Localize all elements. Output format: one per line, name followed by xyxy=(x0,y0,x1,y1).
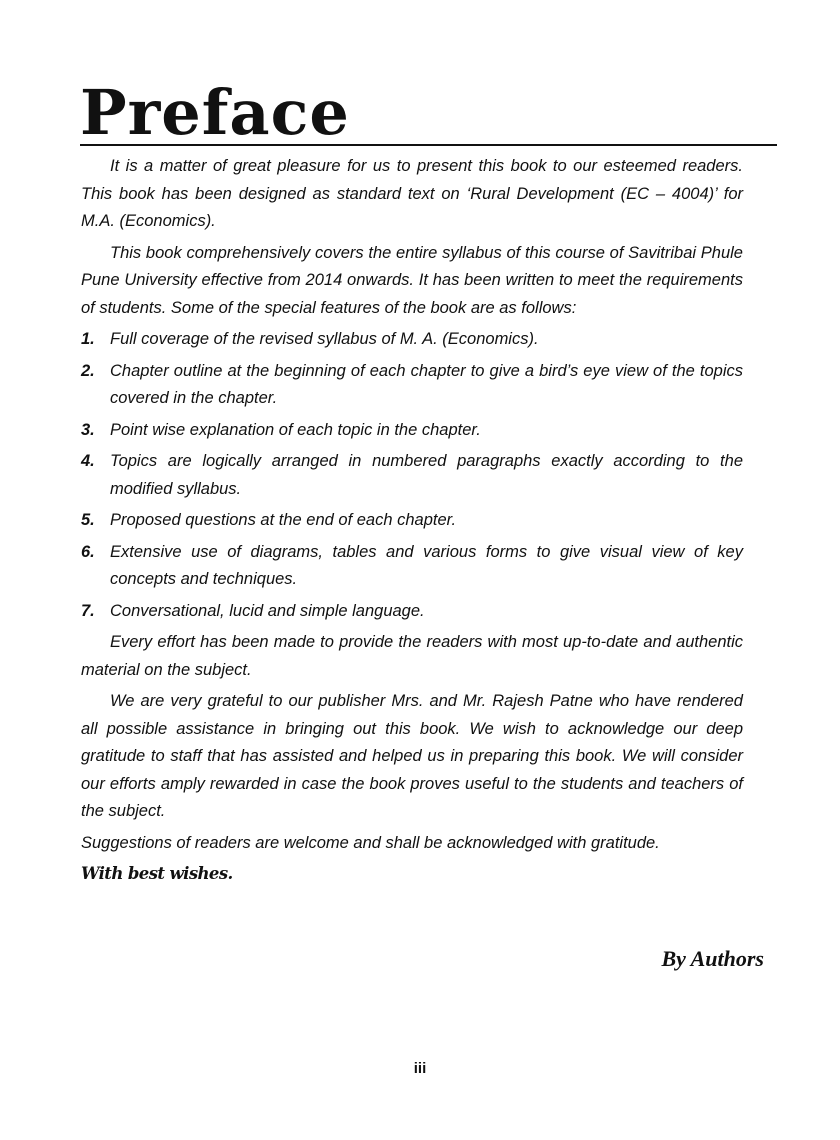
list-number: 6. xyxy=(81,542,95,561)
intro-paragraph: This book comprehensively covers the entire syllabus of this course of Savitribai Phule Pune University effective from 2014 onwards. It has been written to meet the requirements of students. Some of the special features of the book are as follows: xyxy=(81,243,743,317)
list-item xyxy=(81,326,743,354)
list-item xyxy=(81,507,743,535)
list-item-text: Chapter outline at the beginning of each chapter to give a bird’s eye view of the topics covered in the chapter. xyxy=(110,361,743,407)
outro-paragraph: Every effort has been made to provide the readers with most up-to-date and authentic material on the subject. xyxy=(81,633,743,679)
list-item-text: Full coverage of the revised syllabus of M. A. (Economics). xyxy=(110,330,539,348)
list-item-text: Conversational, lucid and simple language. xyxy=(110,601,425,620)
list-number: 4. xyxy=(81,452,95,470)
list-number: 3. xyxy=(81,420,95,439)
list-item-text: Point wise explanation of each topic in the chapter. xyxy=(110,420,481,439)
list-item xyxy=(81,448,743,503)
list-number: 2. xyxy=(81,361,95,380)
suggestions-line: Suggestions of readers are welcome and shall be acknowledged with gratitude. xyxy=(81,833,660,852)
list-item xyxy=(81,358,743,413)
title-underline xyxy=(80,144,777,146)
page-number: iii xyxy=(413,1060,427,1077)
list-number: 7. xyxy=(81,601,95,620)
page-title: Preface xyxy=(80,76,350,149)
intro-paragraph: It is a matter of great pleasure for us to present this book to our esteemed readers. This book has been designed as standard text on ‘Rural Development (EC – 4004)’ for M.A. (Economics). xyxy=(81,157,743,230)
list-item-text: Extensive use of diagrams, tables and various forms to give visual view of key concepts and techniques. xyxy=(110,542,743,588)
signature: By Authors xyxy=(661,946,764,971)
list-number: 5. xyxy=(81,511,95,529)
list-item xyxy=(81,417,743,445)
list-item-text: Proposed questions at the end of each chapter. xyxy=(110,511,457,529)
preface-body xyxy=(81,153,743,887)
list-number: 1. xyxy=(81,330,95,348)
list-item-text: Topics are logically arranged in numbered paragraphs exactly according to the modified syllabus. xyxy=(110,452,743,498)
outro-paragraph: We are very grateful to our publisher Mrs. and Mr. Rajesh Patne who have rendered all possible assistance in bringing out this book. We wish to acknowledge our deep gratitude to staff that has assisted and helped us in preparing this book. We will consider our efforts amply rewarded in case the book proves useful to the students and teachers of the subject. xyxy=(81,692,743,820)
features-list xyxy=(81,326,743,625)
list-item xyxy=(81,598,743,626)
list-item xyxy=(81,539,743,594)
closing-line: With best wishes. xyxy=(81,864,233,883)
